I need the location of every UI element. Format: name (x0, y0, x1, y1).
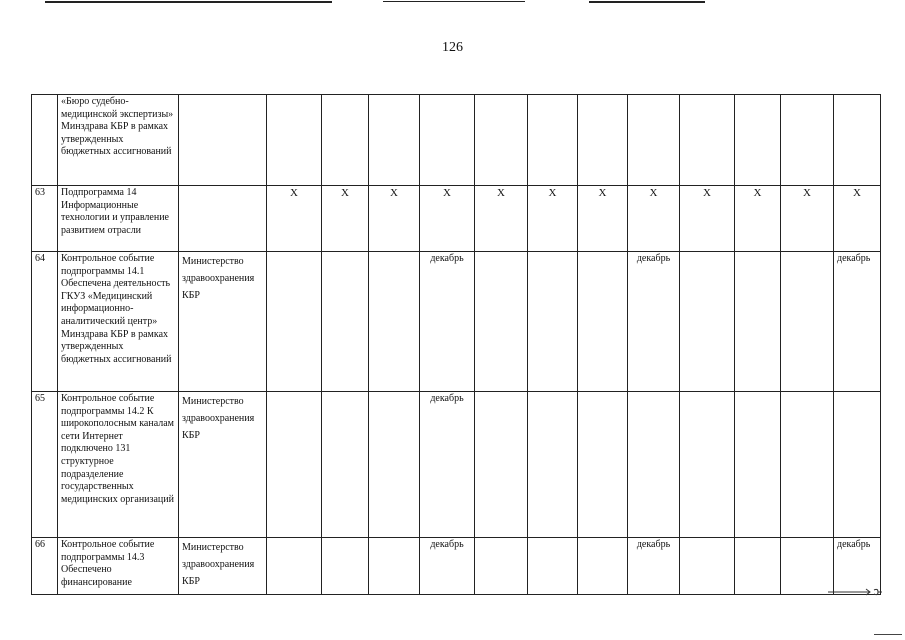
header-rule-middle (383, 1, 525, 2)
empty-cell (369, 538, 420, 595)
empty-cell (781, 538, 834, 595)
responsible-organization: Министерство здравоохранения КБР (179, 538, 267, 595)
empty-cell (578, 95, 628, 186)
empty-cell (528, 392, 578, 538)
row-number (32, 95, 58, 186)
responsible-organization: Министерство здравоохранения КБР (179, 392, 267, 538)
row-number: 66 (32, 538, 58, 595)
table-row (32, 95, 881, 186)
event-name: «Бюро судебно-медицинской экспертизы» Минздрава КБР в рамках утвержденных бюджетных ассигнований (58, 95, 179, 186)
responsible-organization (179, 95, 267, 186)
not-applicable-mark: X (420, 186, 475, 252)
not-applicable-mark: X (528, 186, 578, 252)
not-applicable-mark: X (475, 186, 528, 252)
empty-cell (369, 392, 420, 538)
empty-cell (267, 95, 322, 186)
empty-cell (322, 95, 369, 186)
empty-cell (628, 392, 680, 538)
empty-cell (475, 538, 528, 595)
empty-cell (369, 252, 420, 392)
not-applicable-mark: X (834, 186, 881, 252)
empty-cell (528, 252, 578, 392)
event-name: Подпрограмма 14 Информационные технологии и управление развитием отрасли (58, 186, 179, 252)
empty-cell (322, 252, 369, 392)
empty-cell (528, 538, 578, 595)
header-rule-right (589, 1, 705, 3)
deadline-cell: декабрь (834, 538, 881, 595)
not-applicable-mark: X (628, 186, 680, 252)
empty-cell (475, 95, 528, 186)
empty-cell (322, 392, 369, 538)
not-applicable-mark: X (680, 186, 735, 252)
event-name: Контрольное событие подпрограммы 14.2 К широкополосным каналам сети Интернет подключено 131 структурное подразделение государственных медицинских организаций (58, 392, 179, 538)
empty-cell (834, 392, 881, 538)
deadline-cell: декабрь (420, 252, 475, 392)
event-name: Контрольное событие подпрограммы 14.3 Обеспечено финансирование (58, 538, 179, 595)
empty-cell (680, 392, 735, 538)
not-applicable-mark: X (578, 186, 628, 252)
schedule-table (31, 94, 881, 595)
empty-cell (420, 95, 475, 186)
empty-cell (834, 95, 881, 186)
empty-cell (267, 252, 322, 392)
empty-cell (475, 392, 528, 538)
deadline-cell: декабрь (420, 392, 475, 538)
empty-cell (680, 95, 735, 186)
table-row (32, 392, 881, 538)
not-applicable-mark: X (267, 186, 322, 252)
responsible-organization (179, 186, 267, 252)
table-body (32, 95, 881, 595)
empty-cell (322, 538, 369, 595)
empty-cell (735, 392, 781, 538)
empty-cell (781, 252, 834, 392)
margin-scribble (826, 588, 882, 596)
table-row (32, 538, 881, 595)
row-number: 65 (32, 392, 58, 538)
empty-cell (267, 392, 322, 538)
page-number: 126 (442, 40, 463, 55)
bottom-rule (874, 634, 902, 635)
table-row (32, 252, 881, 392)
empty-cell (735, 95, 781, 186)
not-applicable-mark: X (735, 186, 781, 252)
empty-cell (680, 252, 735, 392)
empty-cell (680, 538, 735, 595)
empty-cell (735, 538, 781, 595)
empty-cell (369, 95, 420, 186)
not-applicable-mark: X (781, 186, 834, 252)
empty-cell (578, 252, 628, 392)
not-applicable-mark: X (322, 186, 369, 252)
empty-cell (628, 95, 680, 186)
deadline-cell: декабрь (834, 252, 881, 392)
empty-cell (475, 252, 528, 392)
empty-cell (781, 95, 834, 186)
row-number: 64 (32, 252, 58, 392)
deadline-cell: декабрь (420, 538, 475, 595)
empty-cell (578, 538, 628, 595)
empty-cell (528, 95, 578, 186)
event-name: Контрольное событие подпрограммы 14.1 Обеспечена деятельность ГКУЗ «Медицинский информационно-аналитический центр» Минздрава КБР в рамках утвержденных бюджетных ассигнований (58, 252, 179, 392)
row-number: 63 (32, 186, 58, 252)
empty-cell (781, 392, 834, 538)
empty-cell (578, 392, 628, 538)
empty-cell (735, 252, 781, 392)
table-row (32, 186, 881, 252)
responsible-organization: Министерство здравоохранения КБР (179, 252, 267, 392)
header-rule-left (45, 1, 332, 3)
empty-cell (267, 538, 322, 595)
deadline-cell: декабрь (628, 538, 680, 595)
not-applicable-mark: X (369, 186, 420, 252)
deadline-cell: декабрь (628, 252, 680, 392)
